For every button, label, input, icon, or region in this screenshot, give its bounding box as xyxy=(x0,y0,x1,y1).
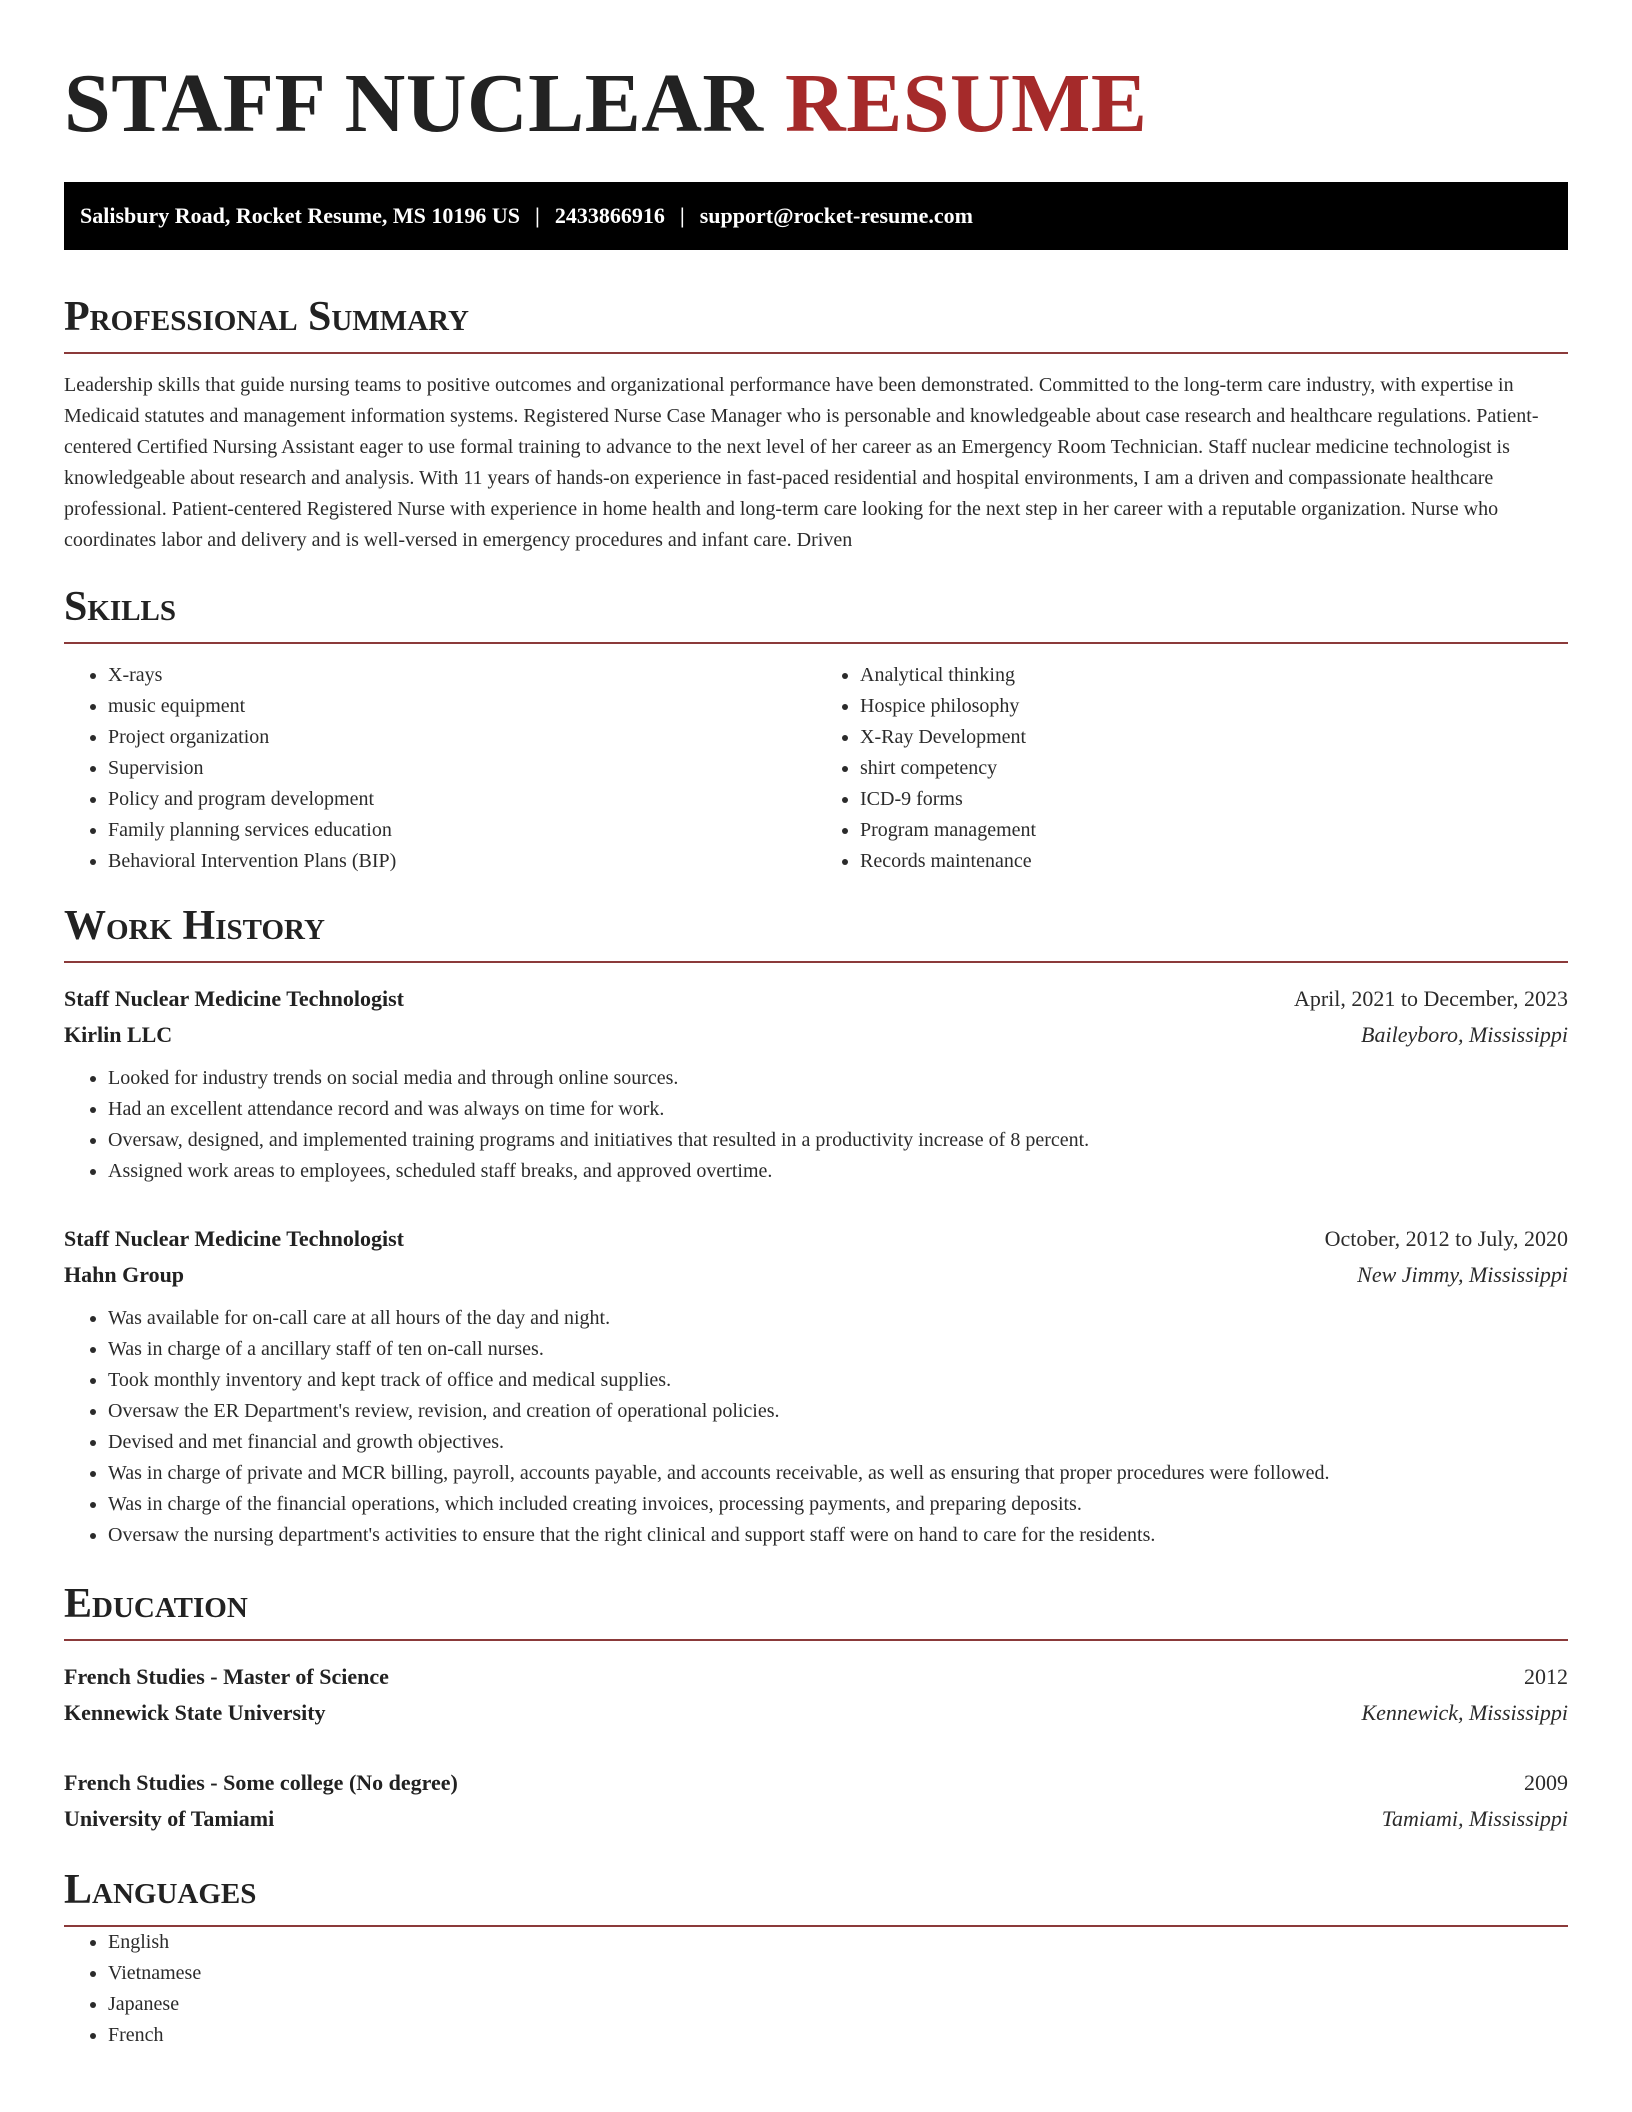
job-company-row xyxy=(64,1017,1568,1053)
language-item: • Japanese xyxy=(108,1989,1568,2020)
skill-item: • music equipment xyxy=(108,691,816,722)
education-school-row xyxy=(64,1695,1568,1731)
contact-phone: 2433866916 xyxy=(554,203,665,228)
skill-item: • Program management xyxy=(860,815,1568,846)
job-duty: • Oversaw the ER Department's review, revision, and creation of operational policies. xyxy=(108,1396,1568,1427)
job-company: Hahn Group xyxy=(64,1262,185,1287)
skill-item: • Analytical thinking xyxy=(860,660,1568,691)
skills-heading: Skills xyxy=(64,582,1568,644)
job-location: New Jimmy, Mississippi xyxy=(1357,1262,1568,1287)
education-school-row xyxy=(64,1801,1568,1837)
skill-item: • Project organization xyxy=(108,722,816,753)
work-history-section xyxy=(64,901,1568,1551)
skills-list-right xyxy=(816,660,1568,877)
skill-item: • ICD-9 forms xyxy=(860,784,1568,815)
job-dates: October, 2012 to July, 2020 xyxy=(1324,1226,1568,1251)
job-duty: • Was available for on-call care at all hours of the day and night. xyxy=(108,1303,1568,1334)
skills-section xyxy=(64,582,1568,877)
education-entry xyxy=(64,1659,1568,1731)
summary-heading: Professional Summary xyxy=(64,292,1568,354)
education-degree: French Studies - Master of Science xyxy=(64,1664,389,1689)
job-title: Staff Nuclear Medicine Technologist xyxy=(64,986,404,1011)
contact-separator: | xyxy=(535,203,540,228)
title-accent: RESUME xyxy=(785,57,1148,150)
skills-list-left xyxy=(64,660,816,877)
job-duty: • Was in charge of a ancillary staff of ten on-call nurses. xyxy=(108,1334,1568,1365)
job-entry xyxy=(64,981,1568,1187)
job-title: Staff Nuclear Medicine Technologist xyxy=(64,1226,404,1251)
skill-item: • Hospice philosophy xyxy=(860,691,1568,722)
skill-item: • Supervision xyxy=(108,753,816,784)
education-degree-row xyxy=(64,1765,1568,1801)
contact-bar xyxy=(64,182,1568,250)
summary-section xyxy=(64,292,1568,556)
education-location: Tamiami, Mississippi xyxy=(1381,1806,1568,1831)
job-location: Baileyboro, Mississippi xyxy=(1361,1022,1568,1047)
job-duty: • Had an excellent attendance record and was always on time for work. xyxy=(108,1094,1568,1125)
education-heading: Education xyxy=(64,1579,1568,1641)
job-duty: • Looked for industry trends on social media and through online sources. xyxy=(108,1063,1568,1094)
education-section xyxy=(64,1579,1568,1837)
skill-item: • shirt competency xyxy=(860,753,1568,784)
job-duty: • Assigned work areas to employees, scheduled staff breaks, and approved overtime. xyxy=(108,1156,1568,1187)
skill-item: • Family planning services education xyxy=(108,815,816,846)
skills-columns xyxy=(64,660,1568,877)
job-duty: • Was in charge of the financial operations, which included creating invoices, processing payments, and preparing deposits. xyxy=(108,1489,1568,1520)
job-company-row xyxy=(64,1257,1568,1293)
skill-item: • X-rays xyxy=(108,660,816,691)
education-school: University of Tamiami xyxy=(64,1806,275,1831)
education-entry xyxy=(64,1765,1568,1837)
job-duty: • Took monthly inventory and kept track of office and medical supplies. xyxy=(108,1365,1568,1396)
job-duty: • Oversaw, designed, and implemented training programs and initiatives that resulted in a productivity increase of 8 percent. xyxy=(108,1125,1568,1156)
education-school: Kennewick State University xyxy=(64,1700,326,1725)
work-history-heading: Work History xyxy=(64,901,1568,963)
language-item: • Vietnamese xyxy=(108,1958,1568,1989)
job-duties-list xyxy=(64,1063,1568,1187)
job-duty: • Oversaw the nursing department's activities to ensure that the right clinical and support staff were on hand to care for the residents. xyxy=(108,1520,1568,1551)
education-year: 2012 xyxy=(1524,1664,1568,1689)
languages-heading: Languages xyxy=(64,1865,1568,1927)
skill-item: • X-Ray Development xyxy=(860,722,1568,753)
job-duty: • Was in charge of private and MCR billing, payroll, accounts payable, and accounts receivable, as well as ensuring that proper procedures were followed. xyxy=(108,1458,1568,1489)
education-degree-row xyxy=(64,1659,1568,1695)
job-duty: • Devised and met financial and growth objectives. xyxy=(108,1427,1568,1458)
skill-item: • Records maintenance xyxy=(860,846,1568,877)
contact-address: Salisbury Road, Rocket Resume, MS 10196 US xyxy=(80,203,521,228)
skill-item: • Behavioral Intervention Plans (BIP) xyxy=(108,846,816,877)
education-location: Kennewick, Mississippi xyxy=(1361,1700,1568,1725)
job-duties-list xyxy=(64,1303,1568,1551)
contact-email: support@rocket-resume.com xyxy=(699,203,973,228)
job-company: Kirlin LLC xyxy=(64,1022,173,1047)
job-header-row xyxy=(64,981,1568,1017)
languages-section xyxy=(64,1865,1568,2051)
summary-text: Leadership skills that guide nursing teams to positive outcomes and organizational performance have been demonstrated. Committed to the long-term care industry, with expertise in Medicaid statutes and management information systems. Registered Nurse Case Manager who is personable and knowledgeable about case research and healthcare regulations. Patient-centered Certified Nursing Assistant eager to use formal training to advance to the next level of her career as an Emergency Room Technician. Staff nuclear medicine technologist is knowledgeable about research and analysis. With 11 years of hands-on experience in fast-paced residential and hospital environments, I am a driven and compassionate healthcare professional. Patient-centered Registered Nurse with experience in home health and long-term care looking for the next step in her career with a reputable organization. Nurse who coordinates labor and delivery and is well-versed in emergency procedures and infant care. Driven xyxy=(64,374,1539,551)
job-entry xyxy=(64,1221,1568,1551)
job-header-row xyxy=(64,1221,1568,1257)
language-item: • English xyxy=(108,1927,1568,1958)
education-degree: French Studies - Some college (No degree) xyxy=(64,1770,458,1795)
skill-item: • Policy and program development xyxy=(108,784,816,815)
job-dates: April, 2021 to December, 2023 xyxy=(1293,986,1568,1011)
languages-list xyxy=(64,1927,1568,2051)
education-year: 2009 xyxy=(1524,1770,1568,1795)
resume-title xyxy=(64,0,1568,154)
title-main: STAFF NUCLEAR xyxy=(64,57,764,150)
language-item: • French xyxy=(108,2020,1568,2051)
contact-separator: | xyxy=(679,203,685,228)
